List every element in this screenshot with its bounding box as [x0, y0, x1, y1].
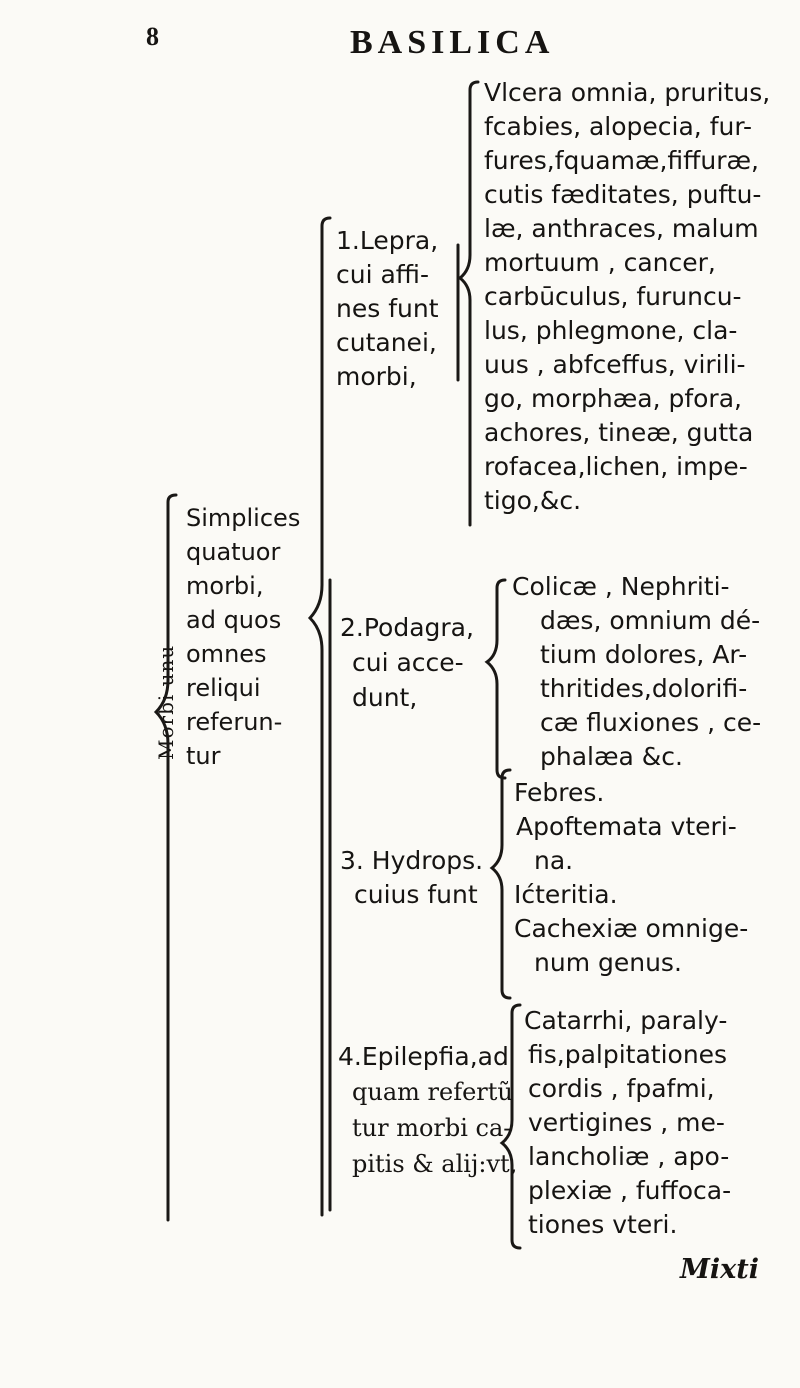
detail-line: cordis , fpafmi,: [528, 1074, 715, 1103]
detail-line: tigo,&c.: [484, 486, 582, 515]
detail-line: cutis fæditates, puftu-: [484, 180, 762, 209]
detail-line: go, morphæa, pfora,: [484, 384, 742, 413]
detail-line: na.: [534, 846, 574, 875]
catchword: Mixti: [680, 1254, 759, 1285]
detail-line: Colicæ , Nephriti-: [512, 572, 730, 601]
detail-line: carbūculus, furuncu-: [484, 282, 742, 311]
brace-item2: [487, 580, 505, 778]
item-line: tur morbi ca-: [352, 1114, 512, 1142]
detail-line: tium dolores, Ar-: [540, 640, 748, 669]
detail-line: Ićteritia.: [514, 880, 618, 909]
item-line: 1.Lepra,: [336, 226, 439, 255]
item-line: cui acce-: [352, 648, 464, 677]
level1-line: tur: [186, 742, 221, 770]
detail-line: lancholiæ , apo-: [528, 1142, 730, 1171]
item-line: 4.Epilepfia,ad: [338, 1042, 509, 1071]
level1-line: ad quos: [186, 606, 282, 634]
detail-line: læ, anthraces, malum: [484, 214, 759, 243]
detail-line: num genus.: [534, 948, 682, 977]
detail-line: plexiæ , fuffoca-: [528, 1176, 732, 1205]
detail-line: phalæa &c.: [540, 742, 683, 771]
level1-line: reliqui: [186, 674, 261, 702]
detail-line: fures,fquamæ,fiffuræ,: [484, 146, 759, 175]
detail-line: fcabies, alopecia, fur-: [484, 112, 753, 141]
running-title: BASILICA: [350, 24, 555, 61]
detail-line: uus , abfceffus, virili-: [484, 350, 746, 379]
item-line: dunt,: [352, 683, 418, 712]
item-line: cui affi-: [336, 260, 429, 289]
level1-line: Simplices: [186, 504, 301, 532]
item-line: morbi,: [336, 362, 417, 391]
detail-line: tiones vteri.: [528, 1210, 678, 1239]
detail-line: Cachexiæ omnige-: [514, 914, 749, 943]
level1-line: referun-: [186, 708, 283, 736]
detail-line: mortuum , cancer,: [484, 248, 716, 277]
detail-line: dæs, omnium dé-: [540, 606, 761, 635]
brace-item3: [492, 770, 510, 998]
detail-line: lus, phlegmone, cla-: [484, 316, 738, 345]
detail-line: thritides,dolorifi-: [540, 674, 748, 703]
detail-line: Apoftemata vteri-: [516, 812, 737, 841]
margin-note: Morbi unu: [154, 644, 178, 760]
brace-level2: [310, 218, 330, 1215]
detail-line: fis,palpitationes: [528, 1040, 728, 1069]
level1-line: morbi,: [186, 572, 264, 600]
detail-line: cæ fluxiones , ce-: [540, 708, 762, 737]
brace-item1: [460, 82, 478, 525]
detail-line: rofacea,lichen, impe-: [484, 452, 748, 481]
item-line: 2.Podagra,: [340, 613, 474, 642]
detail-line: vertigines , me-: [528, 1108, 725, 1137]
level1-line: omnes: [186, 640, 267, 668]
brace-level1: [156, 495, 176, 1220]
detail-line: Febres.: [514, 778, 605, 807]
item-line: 3. Hydrops.: [340, 846, 484, 875]
item-line: quam refertũ: [352, 1078, 513, 1106]
detail-line: achores, tineæ, gutta: [484, 418, 754, 447]
item-line: pitis & alij:vt,: [352, 1150, 518, 1178]
detail-line: Vlcera omnia, pruritus,: [484, 78, 771, 107]
page-number: 8: [146, 22, 159, 51]
detail-line: Catarrhi, paraly-: [524, 1006, 728, 1035]
item-line: cuius funt: [354, 880, 478, 909]
level1-line: quatuor: [186, 538, 281, 566]
item-line: cutanei,: [336, 328, 437, 357]
item-line: nes funt: [336, 294, 439, 323]
